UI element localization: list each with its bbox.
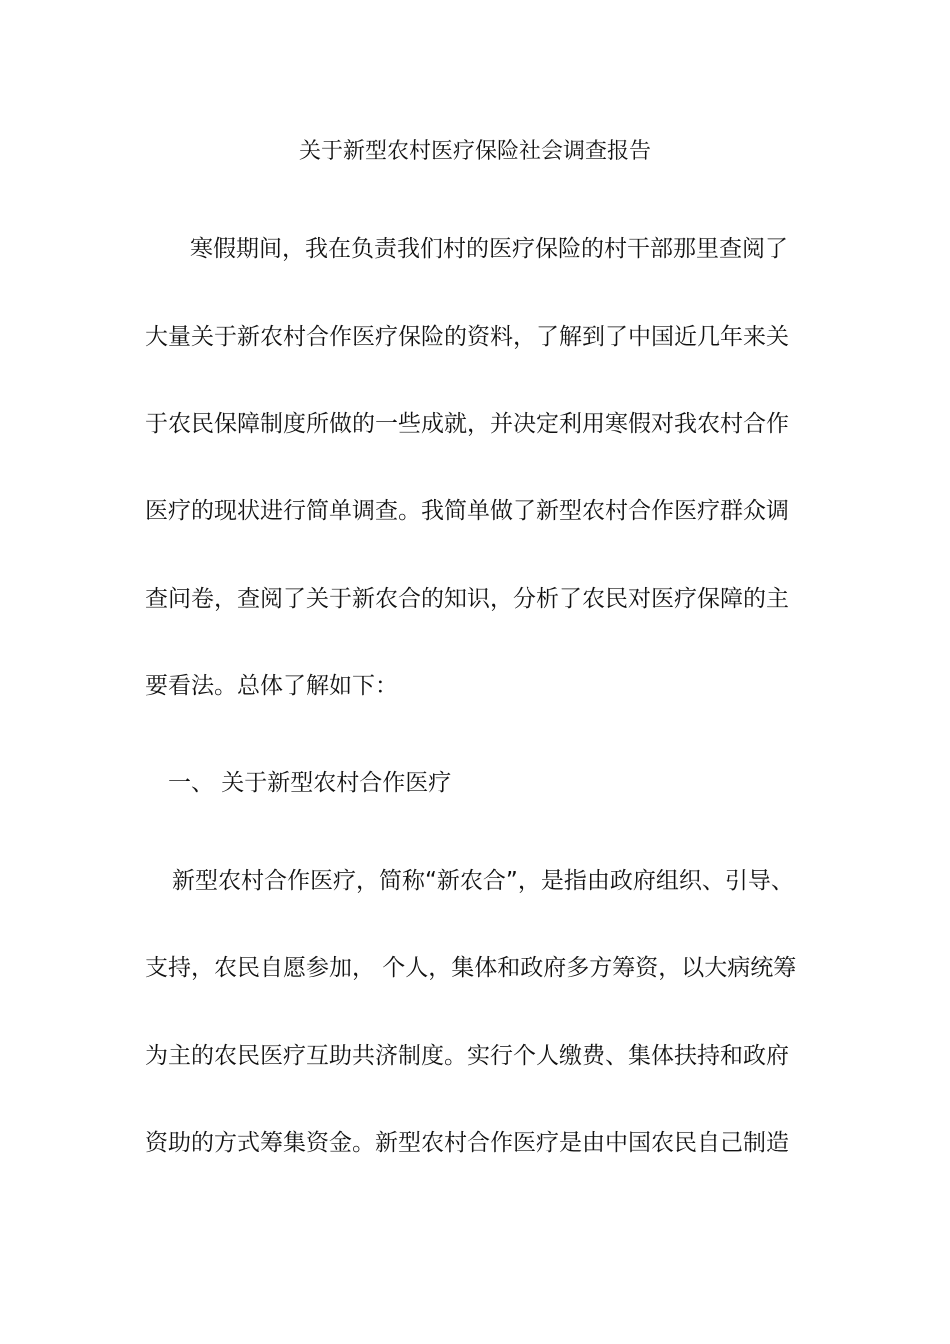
paragraph-line: 支持，农民自愿参加， 个人，集体和政府多方筹资，以大病统筹	[145, 955, 797, 981]
paragraph-line: 查问卷，查阅了关于新农合的知识，分析了农民对医疗保障的主	[145, 586, 789, 612]
document-title: 关于新型农村医疗保险社会调查报告	[298, 139, 651, 164]
paragraph-line: 医疗的现状进行简单调查。我简单做了新型农村合作医疗群众调	[145, 498, 789, 524]
paragraph-line: 大量关于新农村合作医疗保险的资料，了解到了中国近几年来关	[145, 324, 789, 350]
paragraph-line: 寒假期间，我在负责我们村的医疗保险的村干部那里查阅了	[190, 236, 788, 262]
section-heading: 一、 关于新型农村合作医疗	[168, 770, 452, 796]
paragraph-line: 为主的农民医疗互助共济制度。实行个人缴费、集体扶持和政府	[145, 1043, 789, 1069]
paragraph-line: 资助的方式筹集资金。新型农村合作医疗是由中国农民自己制造	[145, 1130, 789, 1156]
paragraph-line: 要看法。总体了解如下：	[145, 673, 398, 699]
paragraph-line: 新型农村合作医疗，简称“新农合”，是指由政府组织、引导、	[172, 868, 794, 894]
paragraph-line: 于农民保障制度所做的一些成就，并决定利用寒假对我农村合作	[145, 411, 789, 437]
